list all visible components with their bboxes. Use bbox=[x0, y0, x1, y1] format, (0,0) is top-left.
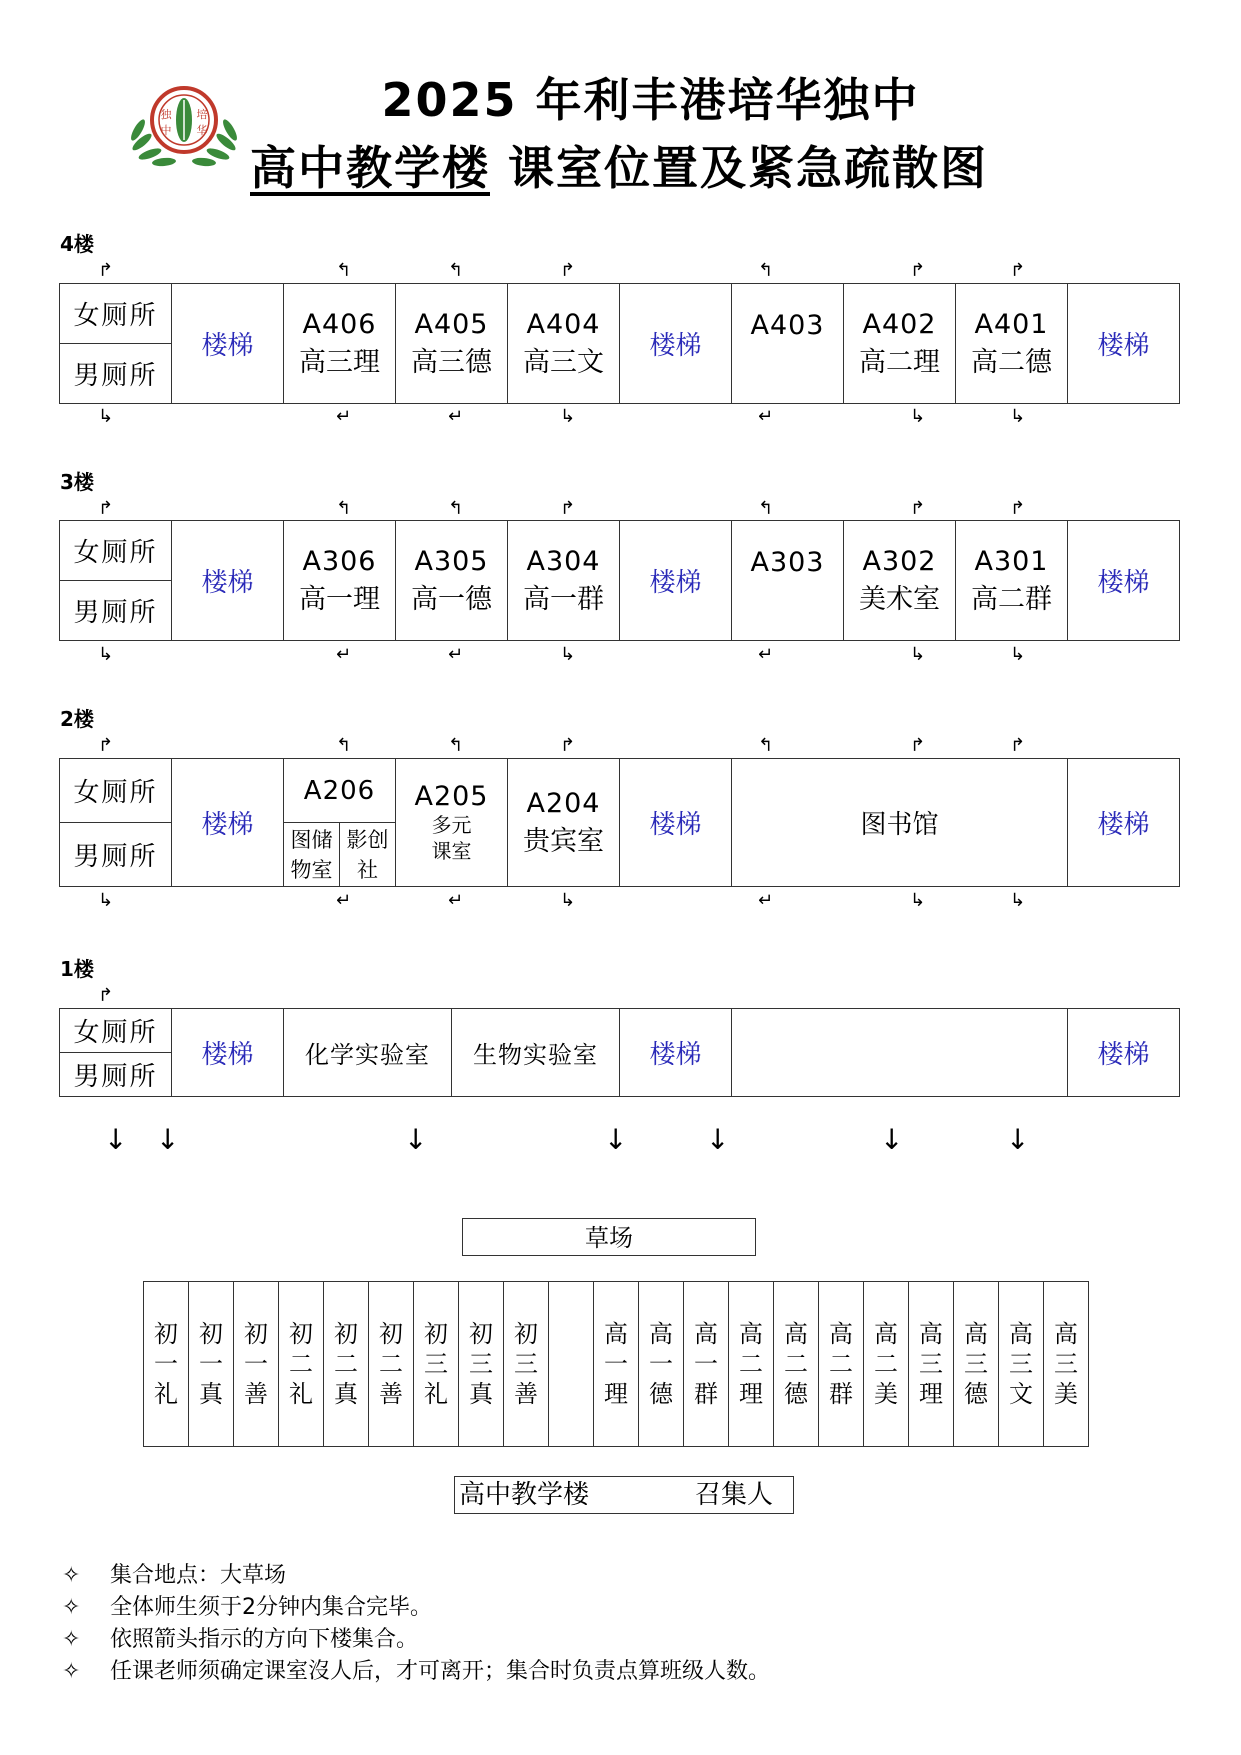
assembly-class-label: 初一善 bbox=[244, 1320, 268, 1408]
classroom-a204: A204 贵宾室 bbox=[508, 759, 620, 887]
assembly-class-column bbox=[1044, 1282, 1089, 1447]
arrow-up-left-icon: ↰ bbox=[336, 498, 352, 519]
floor-1-plan bbox=[59, 1008, 1180, 1097]
arrow-down-icon: ↓ bbox=[706, 1123, 730, 1156]
assembly-class-label: 高一理 bbox=[604, 1320, 628, 1408]
convener-box bbox=[454, 1476, 794, 1514]
assembly-class-column bbox=[324, 1282, 369, 1447]
note-item: ✧ 集合地点：大草场 bbox=[62, 1560, 770, 1592]
assembly-class-label: 高一德 bbox=[649, 1320, 673, 1408]
arrow-down-icon: ↓ bbox=[1006, 1123, 1030, 1156]
arrow-down-icon: ↓ bbox=[156, 1123, 180, 1156]
arrow-up-right-icon: ↱ bbox=[560, 735, 576, 756]
male-toilet: 男厕所 bbox=[60, 581, 172, 641]
arrow-down-right-icon: ↳ bbox=[910, 890, 926, 911]
assembly-class-column bbox=[999, 1282, 1044, 1447]
assembly-class-column bbox=[774, 1282, 819, 1447]
assembly-class-column bbox=[279, 1282, 324, 1447]
classroom-a402: A402 高二理 bbox=[844, 284, 956, 404]
storage-room: 图储物室 bbox=[284, 823, 340, 887]
assembly-class-label: 初一礼 bbox=[154, 1320, 178, 1408]
arrow-down-right-icon: ↳ bbox=[560, 406, 576, 427]
male-toilet: 男厕所 bbox=[60, 344, 172, 404]
bullet-icon: ✧ bbox=[62, 1659, 81, 1684]
assembly-class-column bbox=[819, 1282, 864, 1447]
floor-2-plan bbox=[59, 758, 1180, 887]
arrow-up-left-icon: ↰ bbox=[336, 260, 352, 281]
subtitle-building: 高中教学楼 bbox=[250, 141, 490, 195]
arrow-down-right-icon: ↳ bbox=[1010, 890, 1026, 911]
stairs: 楼梯 bbox=[172, 759, 284, 887]
field-label: 草场 bbox=[462, 1218, 756, 1256]
arrow-down-right-icon: ↳ bbox=[1010, 406, 1026, 427]
assembly-class-label: 初二善 bbox=[379, 1320, 403, 1408]
arrow-down-left-icon: ↵ bbox=[336, 890, 352, 911]
classroom-a404: A404 高三文 bbox=[508, 284, 620, 404]
logo-text-4: 华 bbox=[196, 124, 208, 137]
chemistry-lab: 化学实验室 bbox=[284, 1009, 452, 1097]
arrow-up-right-icon: ↱ bbox=[98, 985, 114, 1006]
classroom-a301: A301 高二群 bbox=[956, 521, 1068, 641]
assembly-class-column bbox=[639, 1282, 684, 1447]
page-subtitle bbox=[250, 132, 988, 198]
bullet-icon: ✧ bbox=[62, 1595, 81, 1620]
arrow-up-left-icon: ↰ bbox=[448, 260, 464, 281]
assembly-class-column bbox=[414, 1282, 459, 1447]
arrow-up-right-icon: ↱ bbox=[910, 260, 926, 281]
assembly-class-label: 高一群 bbox=[694, 1320, 718, 1408]
assembly-class-column bbox=[954, 1282, 999, 1447]
assembly-class-label: 高二群 bbox=[829, 1320, 853, 1408]
stairs: 楼梯 bbox=[620, 759, 732, 887]
arrow-down-left-icon: ↵ bbox=[758, 406, 774, 427]
classroom-a306: A306 高一理 bbox=[284, 521, 396, 641]
floor-2-label: 2楼 bbox=[60, 707, 94, 731]
arrow-up-left-icon: ↰ bbox=[758, 498, 774, 519]
arrow-up-left-icon: ↰ bbox=[336, 735, 352, 756]
assembly-class-label: 高二理 bbox=[739, 1320, 763, 1408]
arrow-down-left-icon: ↵ bbox=[758, 890, 774, 911]
arrow-down-right-icon: ↳ bbox=[98, 644, 114, 665]
assembly-class-label: 高三德 bbox=[964, 1320, 988, 1408]
classroom-a403: A403 bbox=[732, 284, 844, 404]
arrow-down-icon: ↓ bbox=[404, 1123, 428, 1156]
note-item: ✧ 依照箭头指示的方向下楼集合。 bbox=[62, 1624, 770, 1656]
empty-space bbox=[732, 1009, 1068, 1097]
classroom-a406: A406 高三理 bbox=[284, 284, 396, 404]
arrow-up-right-icon: ↱ bbox=[98, 260, 114, 281]
arrow-down-right-icon: ↳ bbox=[560, 890, 576, 911]
stairs: 楼梯 bbox=[172, 521, 284, 641]
convener-label: 召集人 bbox=[695, 1480, 774, 1510]
classroom-a305: A305 高一德 bbox=[396, 521, 508, 641]
classroom-a205: A205 多元课室 bbox=[396, 759, 508, 887]
arrow-down-left-icon: ↵ bbox=[448, 406, 464, 427]
library: 图书馆 bbox=[732, 759, 1068, 887]
male-toilet: 男厕所 bbox=[60, 823, 172, 887]
page-title: 2025 年利丰港培华独中 bbox=[381, 73, 920, 127]
assembly-class-column bbox=[909, 1282, 954, 1447]
assembly-class-label: 高三理 bbox=[919, 1320, 943, 1408]
female-toilet: 女厕所 bbox=[60, 521, 172, 581]
arrow-down-right-icon: ↳ bbox=[560, 644, 576, 665]
assembly-grid bbox=[143, 1281, 1089, 1447]
arrow-up-right-icon: ↱ bbox=[98, 735, 114, 756]
assembly-class-column bbox=[549, 1282, 594, 1447]
convener-building: 高中教学楼 bbox=[459, 1480, 590, 1510]
stairs: 楼梯 bbox=[1068, 1009, 1180, 1097]
classroom-a401: A401 高二德 bbox=[956, 284, 1068, 404]
floor-3-label: 3楼 bbox=[60, 470, 94, 494]
assembly-class-column bbox=[684, 1282, 729, 1447]
arrow-up-left-icon: ↰ bbox=[758, 735, 774, 756]
arrow-up-right-icon: ↱ bbox=[1010, 735, 1026, 756]
arrow-down-icon: ↓ bbox=[104, 1123, 128, 1156]
floor-1-label: 1楼 bbox=[60, 957, 94, 981]
arrow-up-left-icon: ↰ bbox=[758, 260, 774, 281]
assembly-class-label: 高二德 bbox=[784, 1320, 808, 1408]
assembly-class-label: 初二真 bbox=[334, 1320, 358, 1408]
logo-text-3: 培 bbox=[196, 108, 208, 121]
subtitle-rest: 课室位置及紧急疏散图 bbox=[490, 141, 989, 195]
arrow-down-right-icon: ↳ bbox=[98, 406, 114, 427]
assembly-class-label: 初二礼 bbox=[289, 1320, 313, 1408]
arrow-up-left-icon: ↰ bbox=[448, 735, 464, 756]
floor-4-plan bbox=[59, 283, 1180, 404]
assembly-class-label: 初一真 bbox=[199, 1320, 223, 1408]
classroom-a304: A304 高一群 bbox=[508, 521, 620, 641]
bullet-icon: ✧ bbox=[62, 1627, 81, 1652]
assembly-class-label: 初三善 bbox=[514, 1320, 538, 1408]
note-item: ✧ 全体师生须于2分钟内集合完毕。 bbox=[62, 1592, 770, 1624]
assembly-class-label: 高三文 bbox=[1009, 1320, 1033, 1408]
arrow-down-left-icon: ↵ bbox=[336, 406, 352, 427]
arrow-down-right-icon: ↳ bbox=[1010, 644, 1026, 665]
male-toilet: 男厕所 bbox=[60, 1053, 172, 1097]
assembly-class-column bbox=[144, 1282, 189, 1447]
stairs: 楼梯 bbox=[620, 284, 732, 404]
arrow-down-left-icon: ↵ bbox=[758, 644, 774, 665]
assembly-class-column bbox=[189, 1282, 234, 1447]
assembly-class-label: 高二美 bbox=[874, 1320, 898, 1408]
stairs: 楼梯 bbox=[620, 1009, 732, 1097]
stairs: 楼梯 bbox=[1068, 521, 1180, 641]
arrow-down-left-icon: ↵ bbox=[448, 890, 464, 911]
classroom-a206-code: A206 bbox=[284, 759, 396, 823]
assembly-class-label: 高三美 bbox=[1054, 1320, 1078, 1408]
arrow-up-right-icon: ↱ bbox=[98, 498, 114, 519]
stairs: 楼梯 bbox=[1068, 759, 1180, 887]
classroom-a302: A302 美术室 bbox=[844, 521, 956, 641]
arrow-up-right-icon: ↱ bbox=[910, 498, 926, 519]
arrow-down-right-icon: ↳ bbox=[98, 890, 114, 911]
arrow-up-right-icon: ↱ bbox=[1010, 498, 1026, 519]
stairs: 楼梯 bbox=[172, 284, 284, 404]
note-item: ✧ 任课老师须确定课室沒人后，才可离开；集合时负责点算班级人数。 bbox=[62, 1656, 770, 1688]
stairs: 楼梯 bbox=[172, 1009, 284, 1097]
arrow-up-left-icon: ↰ bbox=[448, 498, 464, 519]
arrow-up-right-icon: ↱ bbox=[560, 498, 576, 519]
stairs: 楼梯 bbox=[620, 521, 732, 641]
notes-list bbox=[62, 1560, 770, 1688]
arrow-down-right-icon: ↳ bbox=[910, 644, 926, 665]
arrow-down-right-icon: ↳ bbox=[910, 406, 926, 427]
arrow-down-icon: ↓ bbox=[880, 1123, 904, 1156]
assembly-class-column bbox=[864, 1282, 909, 1447]
assembly-class-column bbox=[234, 1282, 279, 1447]
arrow-up-right-icon: ↱ bbox=[560, 260, 576, 281]
female-toilet: 女厕所 bbox=[60, 759, 172, 823]
assembly-class-column bbox=[504, 1282, 549, 1447]
assembly-class-label: 初三礼 bbox=[424, 1320, 448, 1408]
assembly-class-column bbox=[459, 1282, 504, 1447]
assembly-class-column bbox=[729, 1282, 774, 1447]
female-toilet: 女厕所 bbox=[60, 284, 172, 344]
assembly-class-column bbox=[369, 1282, 414, 1447]
assembly-class-label: 初三真 bbox=[469, 1320, 493, 1408]
photo-club-room: 影创社 bbox=[340, 823, 396, 887]
bullet-icon: ✧ bbox=[62, 1563, 81, 1588]
arrow-up-right-icon: ↱ bbox=[1010, 260, 1026, 281]
arrow-down-icon: ↓ bbox=[604, 1123, 628, 1156]
arrow-up-right-icon: ↱ bbox=[910, 735, 926, 756]
floor-3-plan bbox=[59, 520, 1180, 641]
classroom-a405: A405 高三德 bbox=[396, 284, 508, 404]
biology-lab: 生物实验室 bbox=[452, 1009, 620, 1097]
stairs: 楼梯 bbox=[1068, 284, 1180, 404]
female-toilet: 女厕所 bbox=[60, 1009, 172, 1053]
classroom-a303: A303 bbox=[732, 521, 844, 641]
arrow-down-left-icon: ↵ bbox=[448, 644, 464, 665]
logo-text-1: 独 bbox=[160, 108, 172, 121]
floor-4-label: 4楼 bbox=[60, 232, 94, 256]
arrow-down-left-icon: ↵ bbox=[336, 644, 352, 665]
assembly-class-column bbox=[594, 1282, 639, 1447]
logo-text-2: 中 bbox=[160, 124, 172, 137]
